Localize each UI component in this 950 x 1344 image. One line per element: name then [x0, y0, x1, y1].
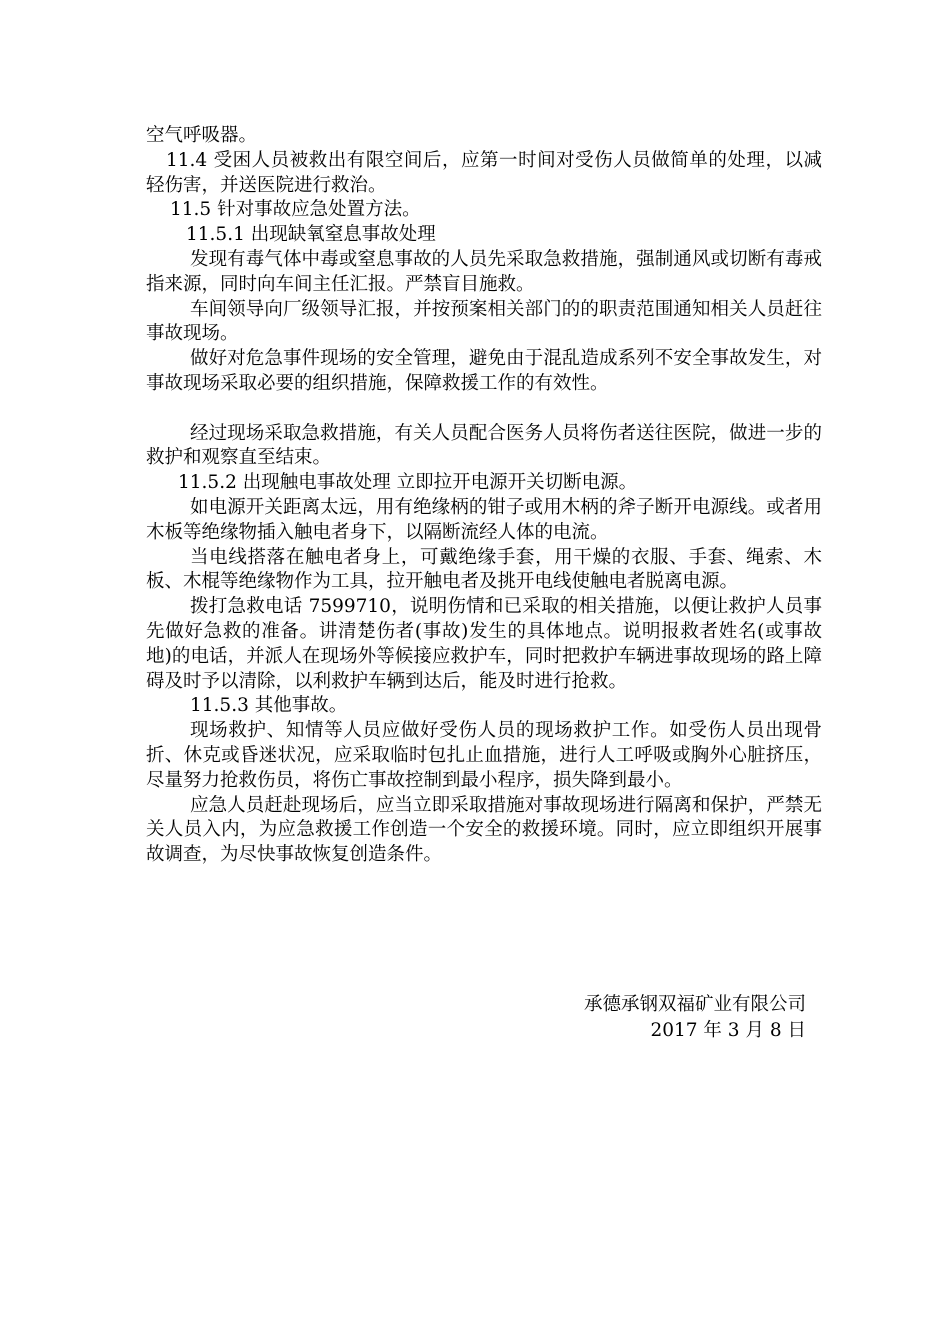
document-body — [146, 124, 822, 868]
paragraph-report-to-leaders: 车间领导向厂级领导汇报，并按预案相关部门的的职责范围通知相关人员赶往事故现场。 — [146, 298, 822, 345]
paragraph-isolate-site: 应急人员赶赴现场后，应当立即采取措施对事故现场进行隔离和保护，严禁无关人员入内，为应急救援工作创造一个安全的救援环境。同时，应立即组织开展事故调查，为尽快事故恢复创造条件。 — [146, 794, 822, 866]
paragraph-emergency-call: 拨打急救电话 7599710，说明伤情和已采取的相关措施，以便让救护人员事先做好急救的准备。讲清楚伤者(事故)发生的具体地点。说明报救者姓名(或事故地)的电话，并派人在现场外等候接应救护车，同时把救护车辆进事故现场的路上障碍及时予以清除，以利救护车辆到达后，能及时进行抢救。 — [146, 596, 822, 692]
section-11-5-1-heading: 11.5.1 出现缺氧窒息事故处理 — [186, 224, 436, 246]
section-11-5-heading: 11.5 针对事故应急处置方法。 — [170, 199, 421, 221]
paragraph-first-aid: 现场救护、知情等人员应做好受伤人员的现场救护工作。如受伤人员出现骨折、休克或昏迷状况，应采取临时包扎止血措施，进行人工呼吸或胸外心脏挤压，尽量努力抢救伤员，将伤亡事故控制到最小程序，损失降到最小。 — [146, 720, 822, 791]
paragraph-site-safety: 做好对危急事件现场的安全管理，避免由于混乱造成系列不安全事故发生，对事故现场采取必要的组织措施，保障救援工作的有效性。 — [146, 348, 822, 394]
paragraph-send-to-hospital: 经过现场采取急救措施，有关人员配合医务人员将伤者送往医院，做进一步的救护和观察直至结束。 — [146, 422, 822, 469]
signature-date: 2017 年 3 月 8 日 — [650, 1020, 806, 1041]
company-name: 承德承钢双福矿业有限公司 — [583, 994, 806, 1015]
signature-block — [470, 992, 806, 1044]
paragraph-continuation: 空气呼吸器。 — [146, 125, 258, 146]
blank-line — [146, 397, 822, 422]
section-11-5-3-heading: 11.5.3 其他事故。 — [190, 695, 348, 717]
paragraph-remove-wire: 当电线搭落在触电者身上，可戴绝缘手套，用干燥的衣服、手套、绳索、木板、木棍等绝缘物作为工具，拉开触电者及挑开电线使触电者脱离电源。 — [146, 546, 822, 593]
paragraph-cut-power-line: 如电源开关距离太远，用有绝缘柄的钳子或用木柄的斧子断开电源线。或者用木板等绝缘物插入触电者身下，以隔断流经人体的电流。 — [146, 496, 822, 543]
paragraph-suffocation-response: 发现有毒气体中毒或窒息事故的人员先采取急救措施，强制通风或切断有毒戒指来源，同时向车间主任汇报。严禁盲目施救。 — [146, 248, 822, 295]
section-11-5-2-heading: 11.5.2 出现触电事故处理 立即拉开电源开关切断电源。 — [178, 472, 638, 494]
section-11-4: 11.4 受困人员被救出有限空间后，应第一时间对受伤人员做简单的处理，以减轻伤害，并送医院进行救治。 — [146, 149, 822, 196]
